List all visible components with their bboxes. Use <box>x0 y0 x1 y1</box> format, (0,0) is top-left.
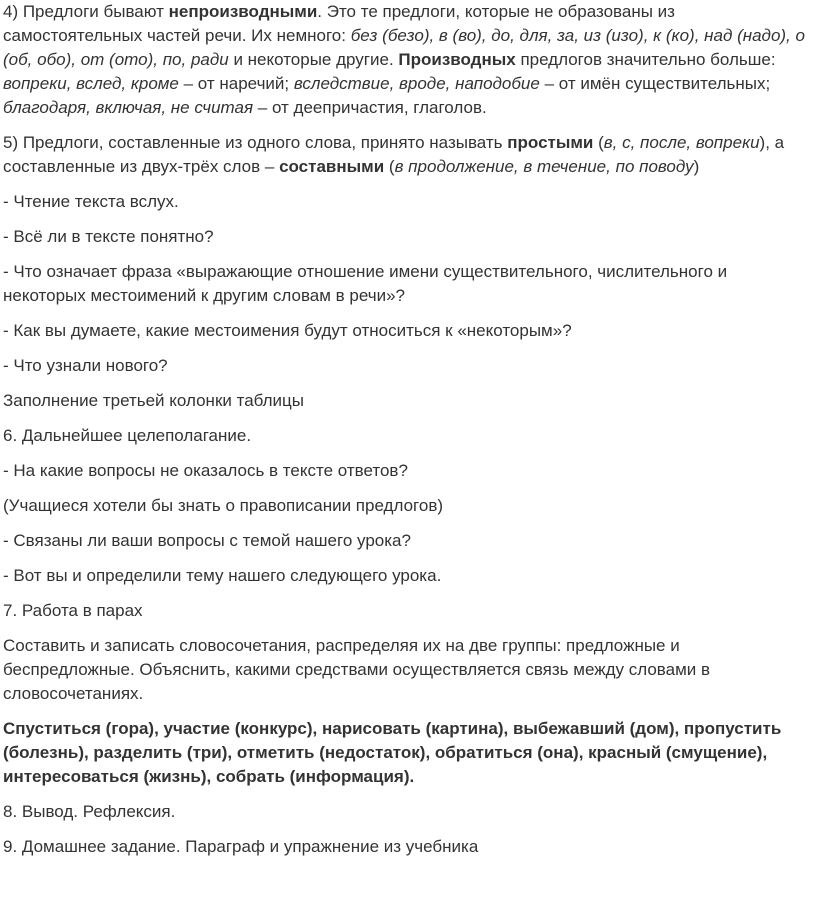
examples-simple: в, с, после, вопреки <box>603 133 760 152</box>
line-question-new: - Что узнали нового? <box>3 356 168 375</box>
examples-from-adverbs: вопреки, вслед, кроме <box>3 74 179 93</box>
text: – от деепричастия, глаголов. <box>253 98 487 117</box>
line-table-column: Заполнение третьей колонки таблицы <box>3 391 304 410</box>
text: 4) Предлоги бывают <box>3 2 169 21</box>
text: 5) Предлоги, составленные из одного слова, принято называть <box>3 133 508 152</box>
text: и некоторые другие. <box>228 50 399 69</box>
examples-from-participles: благодаря, включая, не считая <box>3 98 254 117</box>
text: предлогов значительно больше: <box>515 50 776 69</box>
text: ) <box>693 157 700 176</box>
section-pair-work: 7. Работа в парах <box>3 601 143 620</box>
text: ( <box>593 133 604 152</box>
text: . Это те предлоги, которые не образованы из самостоятельных частей речи. Их немного: <box>3 2 675 45</box>
line-question-unanswered: - На какие вопросы не оказалось в тексте ответов? <box>3 461 408 480</box>
text: – от имён существительных; <box>539 74 771 93</box>
text: ( <box>384 157 395 176</box>
examples-from-nouns: вследствие, вроде, наподобие <box>293 74 540 93</box>
examples-non-derived: без (безо), в (во), до, для, за, из (изо), к (ко), над (надо), о (об, обо), от (ото), по, ради <box>3 26 805 69</box>
section-homework: 9. Домашнее задание. Параграф и упражнение из учебника <box>3 837 479 856</box>
line-reading-aloud: - Чтение текста вслух. <box>3 192 179 211</box>
task-instructions: Составить и записать словосочетания, распределяя их на две группы: предложные и беспредложные. Объяснить, какими средствами осуществляется связь между словами в словосочетаниях. <box>3 636 711 703</box>
section-conclusion: 8. Вывод. Рефлексия. <box>3 802 176 821</box>
line-question-phrase-meaning: - Что означает фраза «выражающие отношение имени существительного, числительного и некоторых местоимений к другим словам в речи»? <box>3 262 728 305</box>
line-question-understood: - Всё ли в тексте понятно? <box>3 227 214 246</box>
term-compound: составными <box>279 157 385 176</box>
line-topic-defined: - Вот вы и определили тему нашего следующего урока. <box>3 566 442 585</box>
paragraph-simple-compound <box>3 131 806 179</box>
term-non-derived: непроизводными <box>168 2 318 21</box>
section-goal-setting: 6. Дальнейшее целеполагание. <box>3 426 252 445</box>
task-word-list <box>3 717 806 789</box>
paragraph-prepositions-derived <box>3 0 806 120</box>
term-derived: Производных <box>398 50 516 69</box>
word-list-bold: Спуститься (гора), участие (конкурс), нарисовать (картина), выбежавший (дом), пропустить (болезнь), разделить (три), отметить (недостаток), обратиться (она), красный (смущение), интересоваться (жизнь), собрать (информация). <box>3 719 782 786</box>
line-question-topic: - Связаны ли ваши вопросы с темой нашего урока? <box>3 531 411 550</box>
line-question-pronouns: - Как вы думаете, какие местоимения будут относиться к «некоторым»? <box>3 321 572 340</box>
examples-compound: в продолжение, в течение, по поводу <box>394 157 694 176</box>
term-simple: простыми <box>507 133 594 152</box>
text: – от наречий; <box>178 74 294 93</box>
text: ), а составленные из двух-трёх слов – <box>3 133 785 176</box>
line-students-note: (Учащиеся хотели бы знать о правописании предлогов) <box>3 496 444 515</box>
